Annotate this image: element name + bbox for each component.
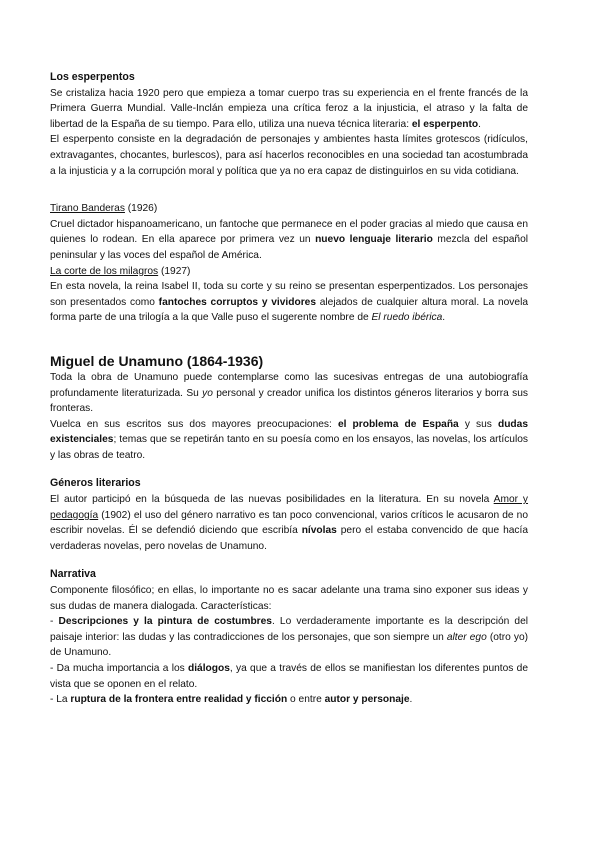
text: mezcla del español peninsular y las voces del español de América. [50,234,528,261]
text: Cruel dictador hispanoamericano, un fantoche que permanece en el poder gracias al miedo que causa en quienes lo rodean. En ella aparece por primera vez un [50,218,528,246]
paragraph-unamuno-1 [50,370,528,417]
novel-title: Amor y pedagogía [50,494,529,521]
heading-narrativa: Narrativa [50,568,96,581]
bullet-dialogos [50,661,528,692]
heading-unamuno: Miguel de Unamuno (1864-1936) [50,352,264,369]
paragraph-narrativa: Componente filosófico; en ellas, lo importante no es sacar adelante una trama sino exponer sus ideas y sus dudas de manera dialogada. Características: [50,585,528,612]
text: Toda la obra de Unamuno puede contemplarse como las sucesivas entregas de una autobiografía profundamente literaturizada. Su [50,371,528,399]
text: ; temas que se repetirán tanto en su poesía como en los ensayos, las novelas, los artículos y las obras de teatro. [50,434,528,461]
bold-text: fantoches corruptos y vividores [158,296,316,308]
italic-text: El ruedo ibérica [371,312,443,324]
heading-generos: Géneros literarios [50,477,141,490]
text: Se cristaliza hacia 1920 pero que empieza a tomar cuerpo tras su experiencia en el frente francés de la Primera Guerra Mundial. Valle-Inclán empieza una crítica feroz a la injusticia, el atraso y la falta de libertad de la España de su tiempo. Para ello, utiliza una nueva técnica literaria: [50,87,528,130]
text: - La [50,694,71,706]
milagros-title-line [50,264,528,280]
heading-esperpentos: Los esperpentos [50,71,135,83]
bold-text: ruptura de la frontera entre realidad y ficción [70,694,288,706]
italic-text: alter ego [446,631,487,643]
text: El autor participó en la búsqueda de las nuevas posibilidades en la literatura. En su novela [50,494,494,506]
paragraph-esperpentos-1 [50,86,528,133]
text: y sus [458,418,498,430]
paragraph-tirano [50,217,528,264]
paragraph-generos [50,492,528,554]
italic-text: yo [202,387,213,399]
document-page [50,70,528,708]
bold-text: diálogos [188,663,230,674]
bold-text: Descripciones y la pintura de costumbres [58,616,272,628]
paragraph-esperpentos-2: El esperpento consiste en la degradación de personajes y ambientes hasta límites grotescos (ridículos, extravagantes, chocantes, burlescos), para así hacerlos reconocibles en una sociedad tan acostumbrada a la injusticia y a la corrupción moral y política que ya no era capaz de distinguirlos en su vida cotidiana. [50,134,528,177]
text: o entre [287,694,325,706]
text: personal y creador unifica los distintos géneros literarios y borra sus fronteras. [50,387,528,415]
text: - Da mucha importancia a los [50,663,188,674]
milagros-year: (1927) [158,265,191,277]
bullet-descripciones [50,614,528,661]
text: - [50,616,59,628]
text: . [409,694,413,706]
bold-text: nuevo lenguaje literario [315,234,433,246]
text: . [442,312,446,324]
paragraph-milagros [50,279,528,326]
text: pero el estaba convencido de que hacía verdaderas novelas, pero novelas de Unamuno. [50,525,528,552]
bullet-ruptura [50,692,528,708]
milagros-title: La corte de los milagros [50,265,159,277]
text: alejados de cualquier altura moral. La novela forma parte de una trilogía a la que Valle puso el sugerente nombre de [50,296,528,324]
bold-text: dudas existenciales [50,418,528,446]
bold-text: el problema de España [337,418,459,430]
tirano-title: Tirano Banderas [50,203,125,215]
text: , ya que a través de ellos se manifiestan los diferentes puntos de vista que se oponen en el relato. [50,663,529,690]
text: . [478,118,481,130]
text: En esta novela, la reina Isabel II, toda su corte y su reino se presentan esperpentizados. Los personajes son presentados como [50,281,528,308]
text: (1902) el uso del género narrativo es tan poco convencional, varios críticos le acusaron de no escribir novelas. Él se defendió diciendo que escribía [50,509,528,537]
bold-text: el esperpento [411,118,479,130]
text: Vuelca en sus escritos sus dos mayores preocupaciones: [50,418,338,430]
text: . Lo verdaderamente importante es la descripción del paisaje interior: las dudas y las contradicciones de los personajes, que son siempre un [50,616,528,643]
tirano-year: (1926) [124,203,158,215]
bold-text: autor y personaje [324,694,410,706]
paragraph-unamuno-2 [50,417,528,464]
text: (otro yo) de Unamuno. [50,631,528,659]
tirano-title-line [50,201,528,217]
bold-text: nívolas [301,525,337,537]
